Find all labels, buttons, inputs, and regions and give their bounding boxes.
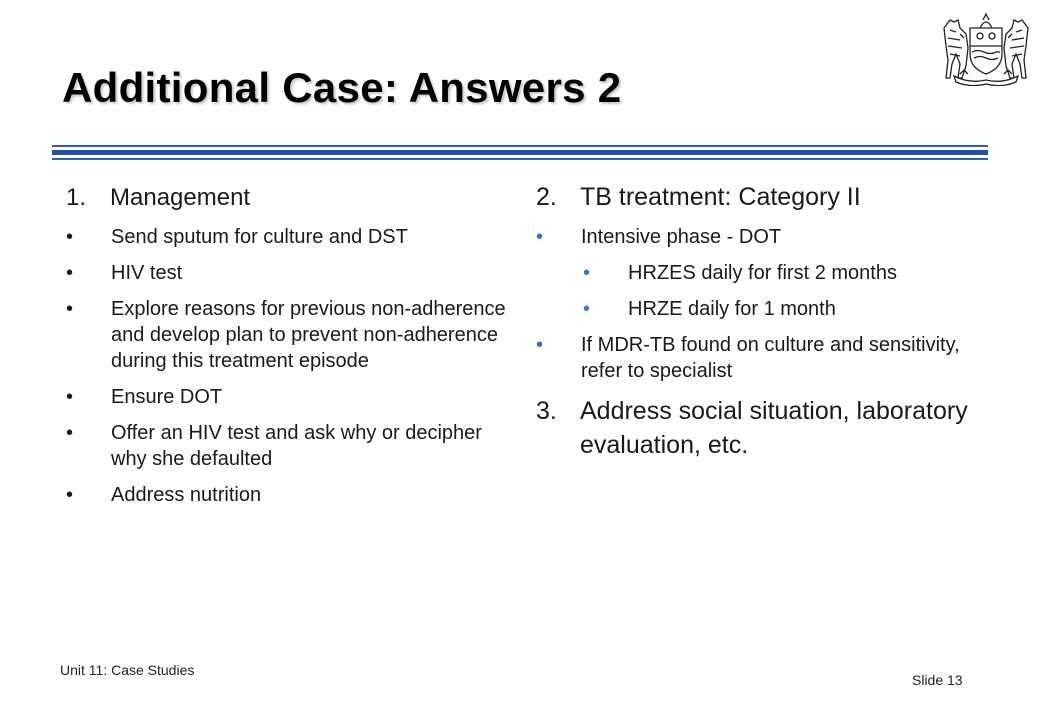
sub-list-item: [583, 296, 986, 322]
title-divider-top: [52, 145, 988, 147]
slide-title: Additional Case: Answers 2: [62, 64, 622, 111]
list-number: 1.: [66, 184, 87, 211]
list-item: [66, 260, 516, 286]
right-column: [536, 180, 986, 468]
bullet-icon: •: [66, 422, 74, 444]
list-item: [66, 296, 516, 374]
list-number: 2.: [536, 183, 557, 211]
footer-unit-label: Unit 11: Case Studies: [60, 662, 195, 678]
left-column: [66, 182, 516, 508]
list-item: [66, 384, 516, 410]
title-divider-bottom: [52, 158, 988, 160]
management-heading: [66, 182, 516, 214]
coat-of-arms-icon: [936, 8, 1036, 86]
bullet-icon: •: [66, 484, 74, 506]
list-item: [536, 332, 986, 384]
list-item-text: Address nutrition: [111, 484, 262, 506]
bullet-icon: •: [66, 298, 74, 320]
bullet-icon: •: [536, 226, 544, 248]
treatment-heading-text: TB treatment: Category II: [580, 183, 861, 211]
slide-number: Slide 13: [912, 672, 963, 688]
list-item-text: HIV test: [111, 262, 183, 284]
list-item-text: Send sputum for culture and DST: [111, 226, 408, 248]
bullet-icon: •: [536, 334, 544, 356]
list-item-text: Intensive phase - DOT: [581, 226, 782, 248]
list-item: [66, 420, 516, 472]
management-heading-text: Management: [110, 184, 251, 211]
list-item: [66, 224, 516, 250]
sub-list-item: [583, 260, 986, 286]
list-item: [536, 224, 986, 250]
title-divider-middle: [52, 150, 988, 155]
bullet-icon: •: [66, 262, 74, 284]
list-item-text: If MDR-TB found on culture and sensitivity, refer to specialist: [581, 334, 960, 382]
bullet-icon: •: [66, 386, 74, 408]
list-item-text: Ensure DOT: [111, 386, 223, 408]
list-item-text: Offer an HIV test and ask why or decipher why she defaulted: [111, 422, 482, 470]
bullet-icon: •: [583, 262, 591, 284]
list-number: 3.: [536, 397, 557, 425]
list-item-text: HRZE daily for 1 month: [628, 298, 836, 320]
list-item: [66, 482, 516, 508]
bullet-icon: •: [583, 298, 591, 320]
list-item-text: HRZES daily for first 2 months: [628, 262, 897, 284]
bullet-icon: •: [66, 226, 74, 248]
list-item-text: Explore reasons for previous non-adherence and develop plan to prevent non-adherence during this treatment episode: [111, 298, 506, 372]
treatment-heading: [536, 180, 986, 214]
address-heading: [536, 394, 986, 462]
address-heading-text: Address social situation, laboratory evaluation, etc.: [580, 397, 968, 459]
